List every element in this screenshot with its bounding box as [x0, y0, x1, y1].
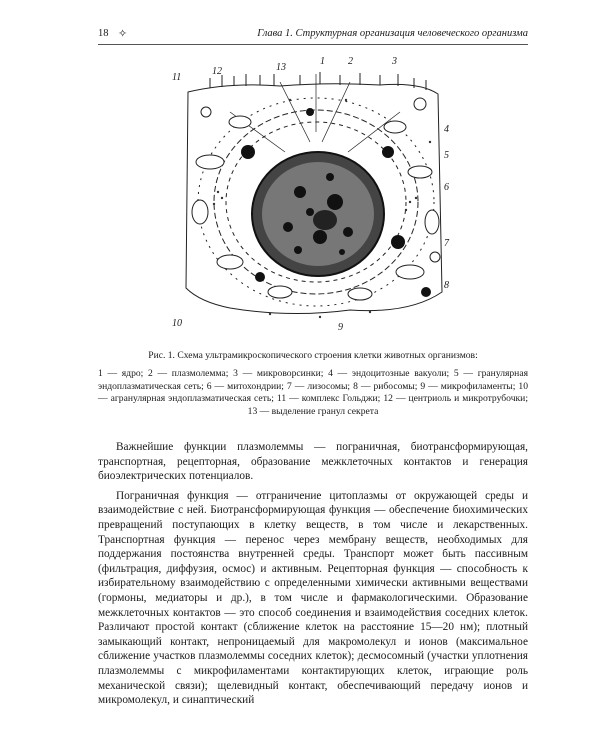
paragraph-1: Важнейшие функции плазмолеммы — пограничная, биотрансформирующая, транспортная, рецепторная, образование межклеточных контактов и генерация биоэлектрических потенциалов. [98, 441, 528, 483]
nucleolus [313, 210, 337, 230]
callout-2: 2 [348, 56, 353, 67]
body-text [98, 440, 528, 708]
callout-6: 6 [444, 182, 449, 193]
caption-title: Рис. 1. Схема ультрамикроскопического строения клетки животных организмов: [148, 350, 478, 361]
ornament-icon: ✧ [118, 28, 128, 40]
callout-9: 9 [338, 322, 343, 333]
microtubules [230, 74, 400, 152]
callout-8: 8 [444, 280, 449, 291]
callout-11: 11 [172, 72, 182, 83]
chapter-title: Глава 1. Структурная организация человеческого организма [257, 28, 528, 39]
running-header [98, 28, 528, 44]
figure-caption [98, 350, 528, 418]
callout-4: 4 [444, 124, 449, 135]
cell-diagram [170, 52, 455, 342]
cell-drawing [170, 52, 455, 342]
callout-1: 1 [320, 56, 325, 67]
caption-legend: 1 — ядро; 2 — плазмолемма; 3 — микроворсинки; 4 — эндоцитозные вакуоли; 5 — гранулярная эндоплазматическая сеть; 6 — митохондрии; 7 — лизосомы; 8 — рибосомы; 9 — микрофиламенты; 10 — агранулярная эндоплазматическая сеть; 11 — комплекс Гольджи; 12 — центриоль и микротрубочки; 13 — выделение гранул секрета [98, 368, 528, 417]
page-number: 18 [98, 28, 109, 39]
microvilli [210, 72, 426, 90]
callout-13: 13 [276, 62, 286, 73]
callout-12: 12 [212, 66, 222, 77]
header-rule [98, 44, 528, 45]
paragraph-2: Пограничная функция — отграничение цитоплазмы от окружающей среды и взаимодействие с ней. Биотрансформирующая функция — обеспечение биохимических превращений поступающих в клетку веществ, в том числе и лекарственных. Транспортная функция — перенос через мембрану веществ, необходимых для поддержания постоянства внутренней среды. Транспорт может быть пассивным (фильтрация, диффузия, осмос) и активным. Рецепторная функция — способность к избирательному взаимодействию с определенными химически активными веществами (гормоны, медиаторы и др.), в том числе и фармакологическими. Образование межклеточных контактов — это способ соединения и взаимодействия соседних клеток. Различают простой контакт (сближение клеток на расстояние 15—20 нм); плотный замыкающий контакт, непроницаемый для макромолекул и ионов (максимальное сближение участков плазмолеммы соседних клеток); десмосомный (участки уплотнения плазмолеммы с микрофиламентами контактирующих клеток, играющие роль механической связи); щелевидный контакт, обеспечивающий передачу ионов и микромолекул, и синаптический [98, 489, 528, 707]
callout-10: 10 [172, 318, 182, 329]
callout-7: 7 [444, 238, 449, 249]
callout-5: 5 [444, 150, 449, 161]
callout-3: 3 [392, 56, 397, 67]
